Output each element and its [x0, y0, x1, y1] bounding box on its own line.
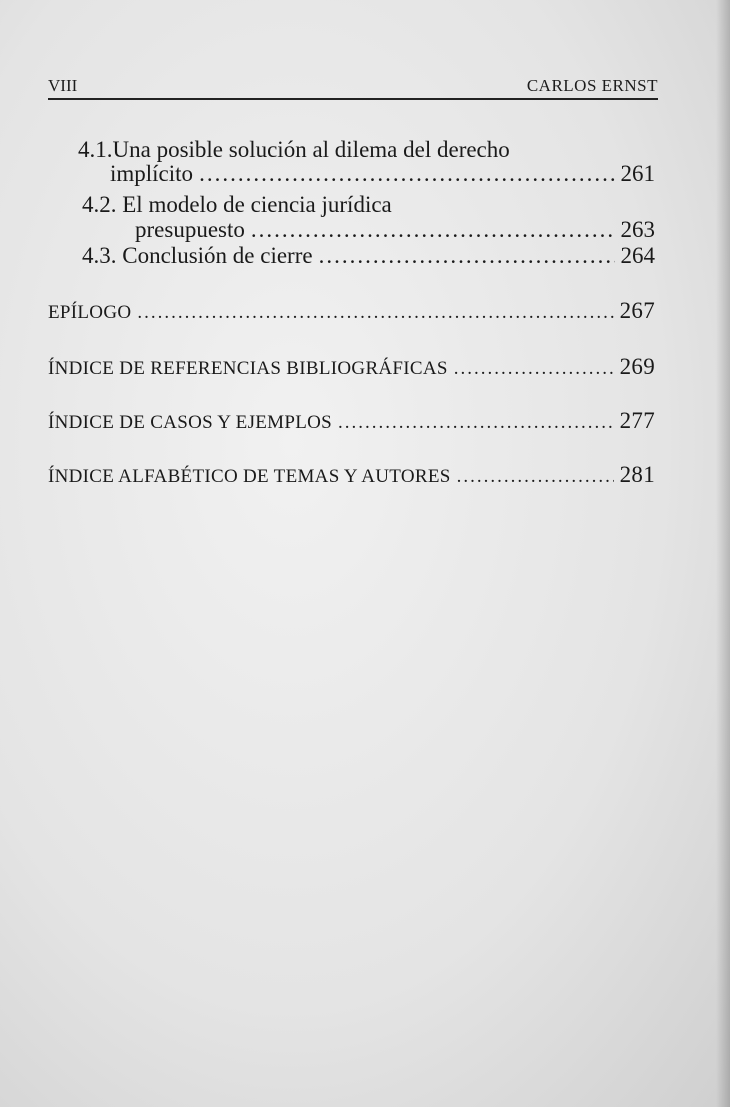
toc-entry-epilogo-title: EPÍLOGO — [48, 302, 132, 323]
author-name: CARLOS ERNST — [526, 76, 658, 95]
leader-dots — [251, 217, 615, 243]
leader-dots — [338, 412, 614, 434]
toc-entry-4-1-continuation: implícito — [110, 161, 194, 186]
leader-dots — [199, 161, 614, 187]
toc-entry-4-2-page: 263 — [620, 217, 655, 242]
toc-entry-epilogo — [48, 298, 655, 324]
toc-entry-indice-referencias-page: 269 — [619, 354, 655, 379]
running-header — [48, 74, 658, 100]
toc-entry-epilogo-page: 267 — [619, 298, 655, 323]
toc-entry-4-1-title: 4.1.Una posible solución al dilema del derecho — [78, 137, 510, 162]
toc-entry-4-1 — [110, 161, 655, 187]
toc-entry-indice-alfabetico — [48, 462, 655, 488]
toc-entry-4-3-title: 4.3. Conclusión de cierre — [82, 243, 313, 268]
leader-dots — [137, 302, 613, 324]
toc-entry-indice-alfabetico-title: ÍNDICE ALFABÉTICO DE TEMAS Y AUTORES — [48, 466, 451, 487]
leader-dots — [454, 358, 614, 380]
toc-entry-4-3 — [82, 243, 655, 269]
toc-entry-indice-alfabetico-page: 281 — [619, 462, 655, 487]
leader-dots — [457, 466, 614, 488]
toc-entry-indice-referencias-title: ÍNDICE DE REFERENCIAS BIBLIOGRÁFICAS — [48, 358, 448, 379]
toc-entry-4-2-title: 4.2. El modelo de ciencia jurídica — [82, 192, 392, 217]
toc-entry-4-2-continuation: presupuesto — [135, 217, 245, 242]
page-edge-shadow — [716, 0, 730, 1107]
toc-entry-4-1-page: 261 — [620, 161, 655, 186]
toc-entry-indice-casos-page: 277 — [619, 408, 655, 433]
toc-entry-4-2 — [135, 217, 655, 243]
toc-entry-4-3-page: 264 — [620, 243, 655, 268]
toc-entry-indice-referencias — [48, 354, 655, 380]
toc-entry-indice-casos-title: ÍNDICE DE CASOS Y EJEMPLOS — [48, 412, 333, 433]
leader-dots — [319, 243, 615, 269]
page-numeral: VIII — [48, 76, 78, 95]
toc-entry-indice-casos — [48, 408, 655, 434]
